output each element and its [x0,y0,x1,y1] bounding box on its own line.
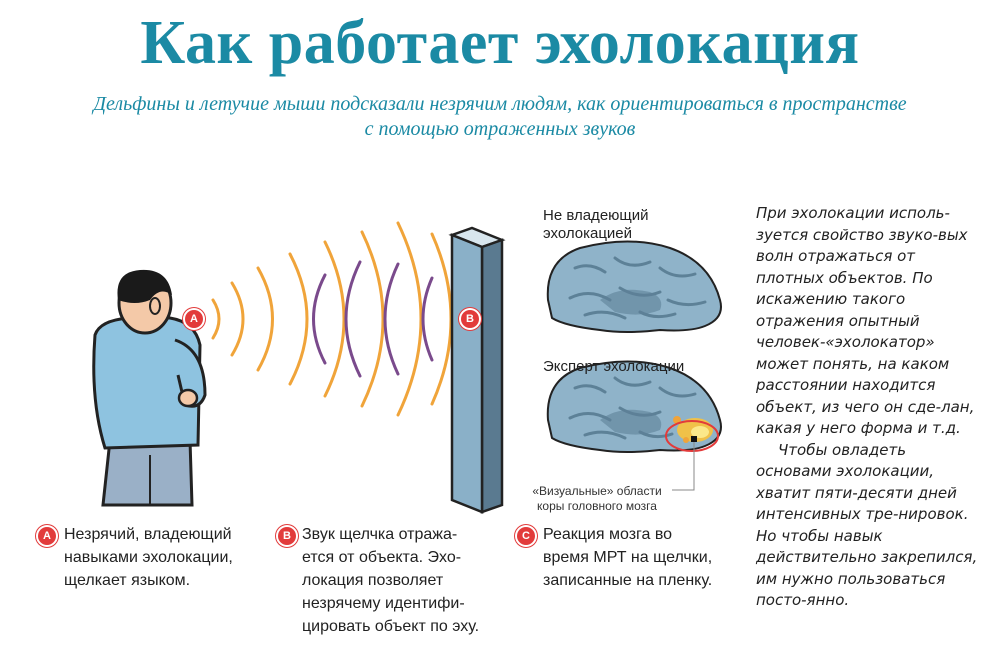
caption-b-line-1: Звук щелчка отража- [302,526,458,543]
caption-c-line-3: записанные на пленку. [543,572,713,589]
caption-a-line-1: Незрячий, владеющий [64,526,232,543]
subtitle-line-1: Дельфины и летучие мыши подсказали незрячим людям, как ориентироваться в пространстве [93,93,907,115]
sidebar-explanation [756,203,978,612]
caption-b-badge: B [278,527,296,545]
reflected-sound-waves [314,262,433,376]
visual-cortex-note-line-1: «Визуальные» области [532,484,662,498]
caption-b-line-5: цировать объект по эху. [302,618,480,635]
visual-cortex-note-line-2: коры головного мозга [537,499,657,513]
caption-c-badge: C [517,527,535,545]
brain-expert [548,362,721,491]
caption-a-badge: A [38,527,56,545]
sidebar-paragraph-2: Чтобы овладеть основами эхолокации, хватит пяти-десяти дней интенсивных тре-нировок. Но чтобы навык действительно закрепился, им нужно пользоваться посто-янно. [756,440,978,609]
caption-c-line-2: время МРТ на щелчки, [543,549,713,566]
caption-a [64,523,264,592]
brain-non-expert-label [543,207,649,243]
marker-b: B [461,310,479,328]
caption-b-line-3: локация позволяет [302,572,444,589]
caption-a-line-3: щелкает языком. [64,572,191,589]
caption-c [543,523,743,592]
caption-c-line-1: Реакция мозга во [543,526,673,543]
subtitle-line-2: с помощью отраженных звуков [364,118,636,140]
outgoing-sound-waves [213,223,451,415]
reflecting-wall [452,228,502,512]
brain-expert-label: Эксперт эхолокации [543,358,685,375]
visual-cortex-note [522,484,672,514]
blind-person-figure [94,270,205,505]
brain-non-expert-label-line-2: эхолокацией [543,225,633,242]
caption-a-line-2: навыками эхолокации, [64,549,233,566]
page-title: Как работает эхолокация [140,9,860,77]
brain-non-expert-label-line-1: Не владеющий [543,207,649,224]
caption-b-line-4: незрячему идентифи- [302,595,465,612]
caption-b-line-2: ется от объекта. Эхо- [302,549,462,566]
marker-a: A [185,310,203,328]
caption-b [302,523,512,638]
sidebar-paragraph-1: При эхолокации исполь-зуется свойство звуко-вых волн отражаться от плотных объектов. По искажению такого отражения опытный человек-«эхолокатор» может понять, на каком расстоянии находится объект, из чего он сде-лан, какая у него форма и т.д. [756,204,975,437]
brain-non-expert [548,242,721,333]
